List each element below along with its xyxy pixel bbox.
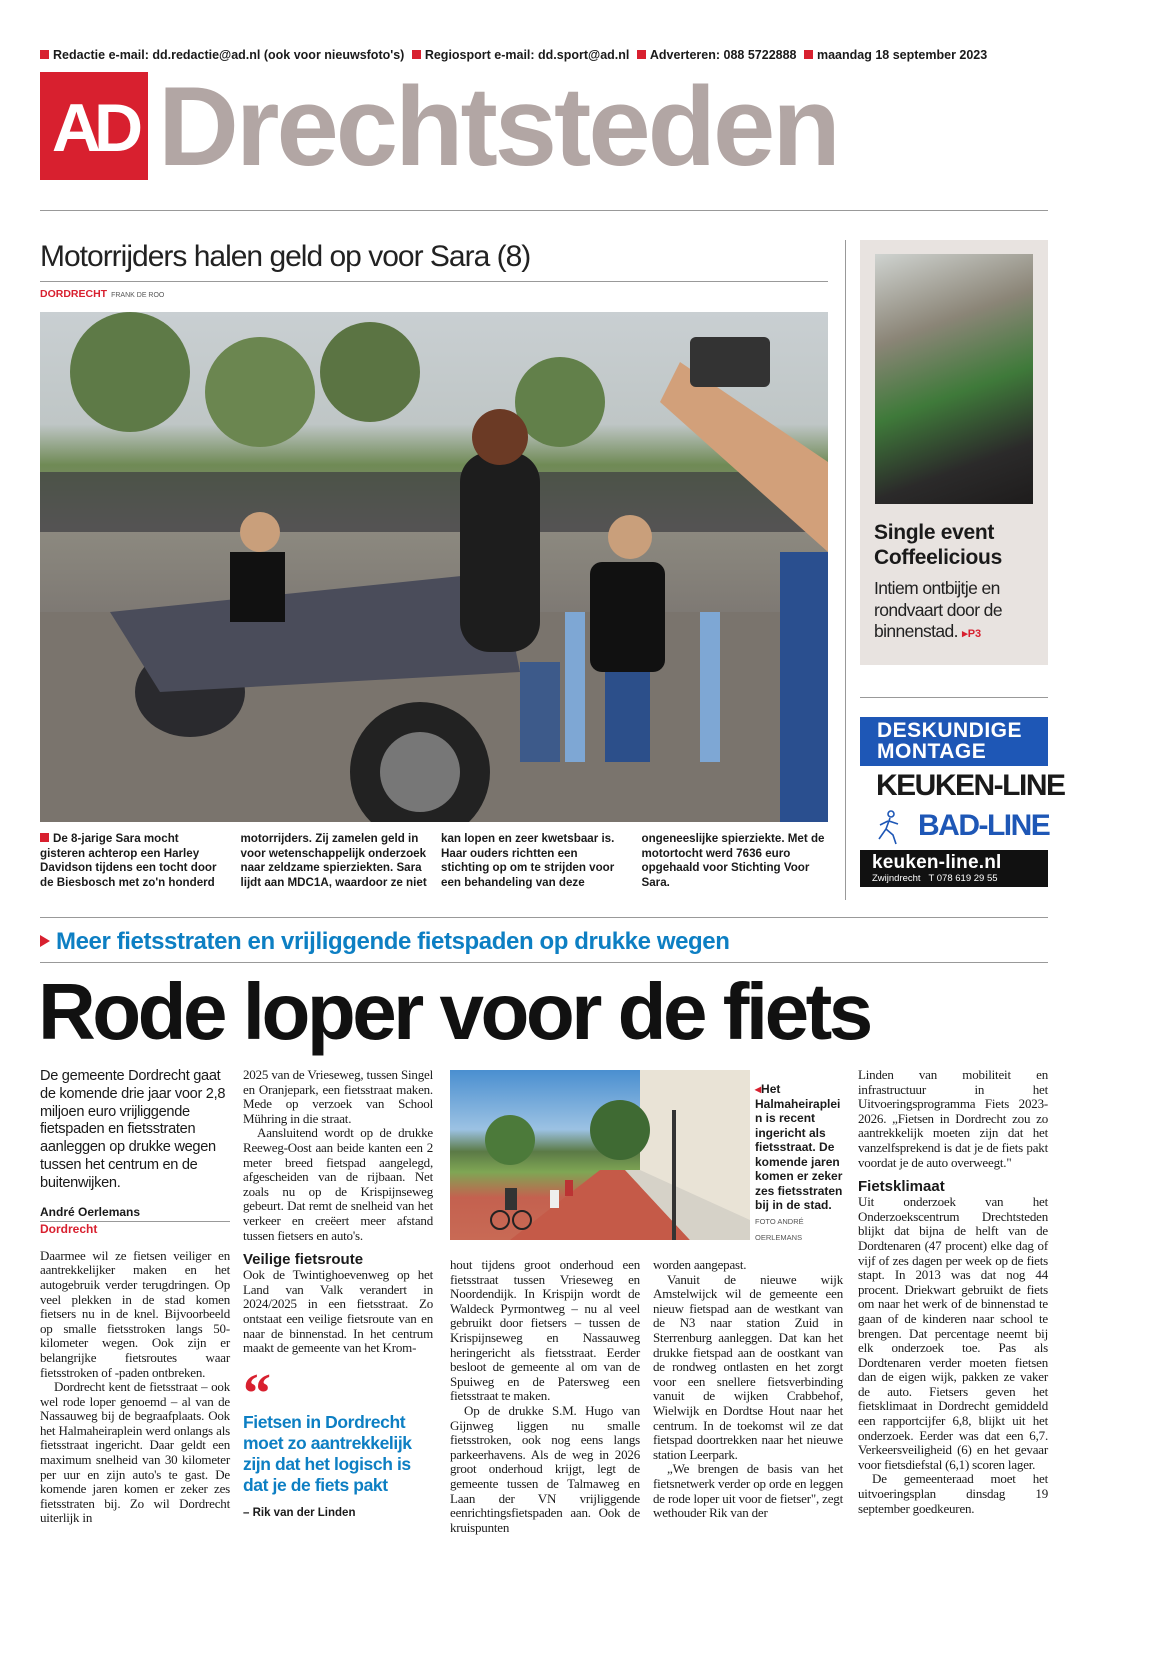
- dateline-place: DORDRECHT: [40, 288, 108, 300]
- runner-icon: [874, 809, 904, 845]
- main-story-kicker: [40, 928, 730, 956]
- ad-contact-bar: [860, 850, 1048, 887]
- contact-sport: Regiosport e-mail: dd.sport@ad.nl: [424, 48, 630, 62]
- divider: [40, 962, 1048, 963]
- pull-quote: [243, 1362, 433, 1521]
- paragraph: „We brengen de basis van het fietsnetwerk verder op orde en leggen de rode loper uit voor de fietser", zegt wethouder Rik van der: [653, 1461, 843, 1521]
- divider: [40, 281, 828, 282]
- bullet-square-icon: [637, 50, 646, 59]
- bullet-square-icon: [412, 50, 421, 59]
- divider: [40, 210, 1048, 211]
- top-story-dateline: [40, 288, 164, 300]
- article-column-4: [653, 1258, 843, 1521]
- photo-caption: [755, 1082, 847, 1246]
- kicker-text: Meer fietsstraten en vrijliggende fietspaden op drukke wegen: [56, 928, 730, 955]
- subheading: Fietsklimaat: [858, 1178, 945, 1196]
- photo-credit: FRANK DE ROO: [111, 292, 165, 299]
- motorcycle-scene-image: [40, 312, 828, 822]
- ad-brand-keuken: KEUKEN-LINE: [876, 769, 1065, 802]
- paragraph: Ook de Twintighoevenweg op het Land van Valk verandert in 2024/2025 in een fietsstraat. Zo ontstaat een veilige fietsroute van en naar de binnenstad. In het centrum maakt de gemeente van het Krom-: [243, 1267, 433, 1356]
- contact-editorial: Redactie e-mail: dd.redactie@ad.nl (ook voor nieuwsfoto's): [53, 48, 405, 62]
- divider: [860, 697, 1048, 698]
- ad-brand-bad: BAD-LINE: [918, 809, 1050, 842]
- ad-url[interactable]: keuken-line.nl: [872, 852, 1002, 873]
- paragraph: 2025 van de Vrieseweg, tussen Singel en Oranjepark, een fietsstraat maken. Mede op verzoek van School Mühring in die straat.: [243, 1067, 433, 1126]
- cyclists-photo: [450, 1070, 750, 1240]
- triangle-marker-icon: [40, 935, 50, 947]
- arrow-left-icon: ◂: [755, 1082, 762, 1096]
- ad-location: [872, 873, 1048, 884]
- bullet-square-icon: [804, 50, 813, 59]
- bike-street-image: [450, 1070, 750, 1240]
- author: André Oerlemans: [40, 1205, 230, 1223]
- paragraph: Uit onderzoek van het Onderzoekscentrum Drechtsteden blijkt dat bijna de helft van de Dordtenaren (47 procent) elke dag of vijf of zes dagen per week op de fiets stapt. In 2013 was dat nog 44 procent. Driekwart gebruikt de fiets om naar het werk of de binnenstad te gaan of de kinderen naar school te brengen. Dat percentage neemt bij elk onderzoek toe. Pas als Dordtenaren verder moeten fietsen dan de eigen wijk, pakken ze vaker de auto. Fietsers geven het fietsklimaat in Dordrecht gemiddeld een rapportcijfer 6,8, blijkt uit het onderzoek. Eerder was dat een 6,7. Verkeersveiligheid (6) en het gevaar voor fietsdiefstal (6,1) scoren lager.: [858, 1194, 1048, 1472]
- quote-text: Fietsen in Dordrecht moet zo aantrekkelijk zijn dat het logisch is dat je de fiets pakt: [243, 1411, 412, 1495]
- quote-mark-icon: “: [243, 1362, 271, 1425]
- photo-credit: FOTO ANDRÉ OERLEMANS: [755, 1216, 804, 1242]
- main-story-intro: De gemeente Dordrecht gaat de komende drie jaar voor 2,8 miljoen euro vrijliggende fietspaden en fietsstraten aanleggen op drukke wegen tussen het centrum en de buitenwijken.: [40, 1068, 226, 1191]
- main-story-headline: Rode loper voor de fiets: [38, 967, 870, 1056]
- promo-title: Single event Coffeelicious: [874, 521, 1002, 569]
- paragraph: De gemeenteraad moet het uitvoeringsplan dinsdag 19 september goedkeuren.: [858, 1471, 1048, 1516]
- bullet-square-icon: [40, 833, 49, 842]
- top-story-headline: Motorrijders halen geld op voor Sara (8): [40, 240, 531, 273]
- edition-title: Drechtsteden: [158, 64, 838, 189]
- motorcycle-photo: [40, 312, 828, 822]
- promo-box[interactable]: [860, 240, 1048, 665]
- paragraph: Daarmee wil ze fietsen veiliger en aantrekkelijker maken en het autogebruik verder terugdringen. Op veel plekken in de stad komen fietsers nu in de knel. Bijvoorbeeld op smalle fietsstroken langs 50-kilometer wegen. Ook zijn er belangrijke fietsroutes waar fietsstroken of -paden ontbreken.: [40, 1247, 230, 1380]
- article-column-2: [243, 1068, 433, 1520]
- contact-ads: Adverteren: 088 5722888: [649, 48, 797, 62]
- ad-banner: DESKUNDIGE MONTAGE: [860, 717, 1048, 766]
- article-column-3: [450, 1258, 640, 1535]
- article-column-1: [40, 1068, 230, 1526]
- issue-date: maandag 18 september 2023: [816, 48, 988, 62]
- divider: [40, 917, 1048, 918]
- column-divider: [845, 240, 846, 900]
- page-ref: ▸P3: [962, 628, 982, 640]
- dateline-place: Dordrecht: [40, 1222, 98, 1237]
- paragraph: Dordrecht kent de fietsstraat – ook wel rode loper genoemd – al van de Nassauweg bij de begraafplaats. Ook het Halmaheiraplein werd onlangs als fietsstraat ingericht. Daar geldt een maximum snelheid van 30 kilometer per uur en zijn auto's te gast. De komende jaren komen er zeker zes fietsstraten bij. Zo wil Dordrecht uiterlijk in: [40, 1379, 230, 1526]
- paragraph: Op de drukke S.M. Hugo van Gijnweg liggen nu smalle fietsstroken, ook nog eens langs parkeerhavens. Als de weg in 2026 groot onderhoud krijgt, legt de gemeente tussen de Talmaweg en Laan der VN vrijliggende eenrichtingsfietspaden aan. Ook de kruispunten: [450, 1402, 640, 1535]
- ad-town: Zwijndrecht: [872, 873, 921, 884]
- top-story-caption: [40, 832, 828, 890]
- subheading: Veilige fietsroute: [243, 1251, 364, 1269]
- paragraph: Linden van mobiliteit en infrastructuur in het Uitvoeringsprogramma Fiets 2023-2026. „Fietsen in Dordrecht zou zo aantrekkelijk moeten zijn dat het vanzelfsprekend is dat je de fiets pakt voordat je de auto overweegt.": [858, 1067, 1048, 1170]
- paragraph: Aansluitend wordt op de drukke Reeweg-Oost aan beide kanten een 2 meter breed fietspad aangelegd, afgescheiden van de rijbaan. Net zoals nu op de Krispijnseweg gebeurt. Dat remt de snelheid van het verkeer en creëert meer afstand tussen fietsers en auto's.: [243, 1125, 433, 1243]
- article-column-5: [858, 1068, 1048, 1516]
- ad-logo: AD: [40, 72, 148, 180]
- bullet-square-icon: [40, 50, 49, 59]
- paragraph: Vanuit de nieuwe wijk Amstelwijck wil de gemeente een nieuw fietspad aan de westkant van de N3 naar station Zuid in Sterrenburg aanleggen. Dat kan het drukke fietspad aan de oostkant van de rondweg ontlasten en het zorgt voor een snellere fietsverbinding vanuit de wijken Crabbehof, Wielwijk en Dordtse Hout naar het centrum. In de toekomst wil ze dat fietspad doortrekken naar het nieuwe station Leerpark.: [653, 1271, 843, 1462]
- quote-author: – Rik van der Linden: [243, 1506, 356, 1519]
- paragraph: worden aangepast.: [653, 1257, 747, 1272]
- promo-photo: [875, 254, 1033, 504]
- contact-line: [40, 48, 991, 62]
- paragraph: hout tijdens groot onderhoud een fietsstraat tussen Vrieseweg en Noordendijk. In Krispijn wordt de Waldeck Pyrmontweg – nu al veel gebruikt door fietsers – tussen de Krispijnseweg en Nassauweg heringericht als fietsstraat. Eerder besloot de gemeente al om van de Spuiweg en de Patersweg een fietsstraat te maken.: [450, 1257, 640, 1404]
- promo-text-body: Intiem ontbijtje en rondvaart door de binnenstad.: [874, 578, 1002, 641]
- ad-phone: T 078 619 29 55: [928, 873, 998, 884]
- promo-text: [874, 578, 1034, 646]
- caption-text: Het Halmaheiraplein is recent ingericht als fietsstraat. De komende jaren komen er zeker zes fietsstraten bij in de stad.: [755, 1082, 843, 1212]
- keuken-line-ad[interactable]: [860, 717, 1065, 887]
- page-ref-label: P3: [967, 628, 982, 640]
- caption-text: De 8-jarige Sara mocht gisteren achterop een Harley Davidson tijdens een tocht door de Biesbosch met zo'n honderd motorrijders. Zij zamelen geld in voor wetenschappelijk onderzoek naar zeldzame spierziekten. Sara lijdt aan MDC1A, waardoor ze niet kan lopen en zeer kwetsbaar is. Haar ouders richtten een stichting op om te strijden voor een behandeling van deze ongeneeslijke spierziekte. Met de motortocht werd 7636 euro opgehaald voor Stichting Voor Sara.: [40, 832, 825, 889]
